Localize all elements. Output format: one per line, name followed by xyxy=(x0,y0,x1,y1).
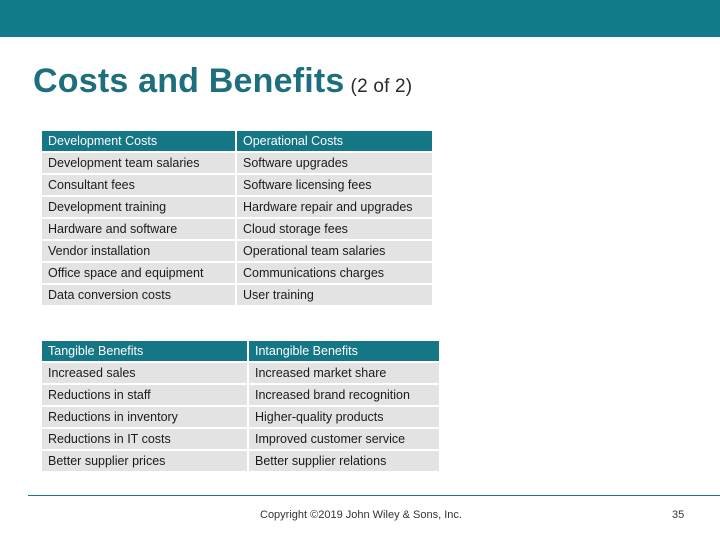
table-row xyxy=(42,263,432,283)
cell-tangible-benefit: Reductions in inventory xyxy=(42,407,247,427)
slide-title xyxy=(33,62,412,101)
cell-operational-cost: Cloud storage fees xyxy=(237,219,432,239)
cell-development-cost: Office space and equipment xyxy=(42,263,235,283)
cell-operational-cost: Software licensing fees xyxy=(237,175,432,195)
table-row xyxy=(42,197,432,217)
header-tangible-benefits: Tangible Benefits xyxy=(42,341,247,361)
cell-development-cost: Development training xyxy=(42,197,235,217)
cell-tangible-benefit: Increased sales xyxy=(42,363,247,383)
cell-intangible-benefit: Higher-quality products xyxy=(249,407,439,427)
costs-header-row xyxy=(42,131,432,151)
cell-intangible-benefit: Improved customer service xyxy=(249,429,439,449)
cell-operational-cost: Software upgrades xyxy=(237,153,432,173)
footer-divider xyxy=(28,495,720,496)
cell-operational-cost: Operational team salaries xyxy=(237,241,432,261)
table-row xyxy=(42,407,439,427)
table-row xyxy=(42,451,439,471)
cell-tangible-benefit: Better supplier prices xyxy=(42,451,247,471)
copyright-notice: Copyright ©2019 John Wiley & Sons, Inc. xyxy=(260,509,462,521)
table-row xyxy=(42,429,439,449)
costs-table xyxy=(40,129,434,307)
cell-development-cost: Consultant fees xyxy=(42,175,235,195)
cell-intangible-benefit: Better supplier relations xyxy=(249,451,439,471)
table-row xyxy=(42,285,432,305)
table-row xyxy=(42,385,439,405)
cell-tangible-benefit: Reductions in staff xyxy=(42,385,247,405)
cell-intangible-benefit: Increased brand recognition xyxy=(249,385,439,405)
cell-intangible-benefit: Increased market share xyxy=(249,363,439,383)
table-row xyxy=(42,241,432,261)
table-row xyxy=(42,219,432,239)
benefits-header-row xyxy=(42,341,439,361)
cell-tangible-benefit: Reductions in IT costs xyxy=(42,429,247,449)
cell-development-cost: Vendor installation xyxy=(42,241,235,261)
top-banner xyxy=(0,0,720,37)
header-development-costs: Development Costs xyxy=(42,131,235,151)
cell-operational-cost: Hardware repair and upgrades xyxy=(237,197,432,217)
cell-development-cost: Hardware and software xyxy=(42,219,235,239)
title-subtitle: (2 of 2) xyxy=(350,76,413,97)
benefits-table xyxy=(40,339,441,473)
header-operational-costs: Operational Costs xyxy=(237,131,432,151)
header-intangible-benefits: Intangible Benefits xyxy=(249,341,439,361)
cell-development-cost: Data conversion costs xyxy=(42,285,235,305)
table-row xyxy=(42,153,432,173)
page-number: 35 xyxy=(672,509,685,521)
table-row xyxy=(42,363,439,383)
cell-operational-cost: Communications charges xyxy=(237,263,432,283)
table-row xyxy=(42,175,432,195)
cell-development-cost: Development team salaries xyxy=(42,153,235,173)
title-text: Costs and Benefits xyxy=(33,62,345,100)
cell-operational-cost: User training xyxy=(237,285,432,305)
